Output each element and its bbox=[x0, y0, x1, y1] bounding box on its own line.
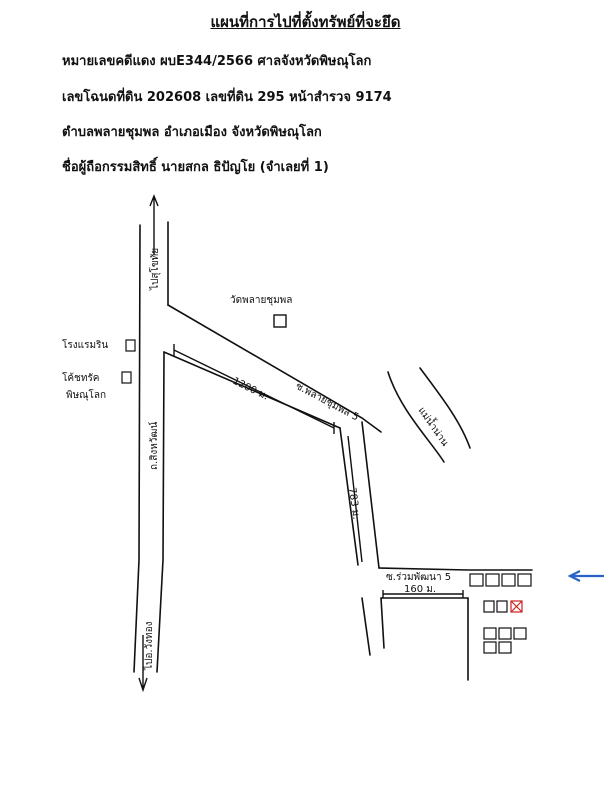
main-road-label: ถ.สิงหวัฒน์ bbox=[149, 421, 160, 470]
north-arrow-icon bbox=[150, 196, 158, 255]
temple-label: วัดพลายชุมพล bbox=[230, 295, 293, 306]
sub-alley-label: ซ.ร่วมพัฒนา 5 bbox=[386, 572, 452, 583]
main-road-left-edge bbox=[134, 225, 140, 672]
to-south-label: ไปอ.วังทอง bbox=[144, 621, 155, 670]
house-icon bbox=[486, 574, 499, 586]
property-marker-arrow-icon bbox=[570, 571, 604, 581]
landmark-2-label: โค้ชทรัค bbox=[62, 373, 100, 384]
distance-1-label: 1200 ม. bbox=[230, 375, 271, 403]
distance-2-label: 783 ม. bbox=[346, 486, 362, 521]
house-icon bbox=[514, 628, 526, 639]
house-icon bbox=[497, 601, 507, 612]
secondary-road-left-edge bbox=[340, 428, 370, 655]
house-icon bbox=[484, 628, 496, 639]
secondary-road-right-edge bbox=[362, 422, 384, 648]
river-label: แม่น้ำน่าน bbox=[415, 405, 451, 449]
temple-icon bbox=[274, 315, 286, 327]
house-icon bbox=[484, 601, 494, 612]
house-icon bbox=[470, 574, 483, 586]
target-property-cross bbox=[511, 601, 522, 612]
to-north-label: ไปสุโขทัย bbox=[150, 247, 161, 290]
river-left-bank bbox=[388, 372, 444, 462]
page-title: แผนที่การไปที่ตั้งทรัพย์ที่จะยึด bbox=[210, 13, 401, 31]
landmark-1-label: โรงแรมริน bbox=[62, 340, 109, 351]
house-icon bbox=[484, 642, 496, 653]
house-icon bbox=[499, 628, 511, 639]
landmark-2b-label: พิษณุโลก bbox=[66, 390, 107, 401]
landmark-1-icon bbox=[126, 340, 135, 351]
case-number-line: หมายเลขคดีแดง ผบE344/2566 ศาลจังหวัดพิษณุโลก bbox=[62, 54, 372, 69]
house-icon bbox=[518, 574, 531, 586]
owner-line: ชื่อผู้ถือกรรมสิทธิ์ นายสกล ธิปัญโย (จำเลยที่ 1) bbox=[62, 160, 329, 175]
sub-alley-top-edge bbox=[379, 568, 532, 570]
location-line: ตำบลพลายชุมพล อำเภอเมือง จังหวัดพิษณุโลก bbox=[62, 125, 322, 140]
distance-3-label: 160 ม. bbox=[404, 584, 437, 595]
house-icon bbox=[499, 642, 511, 653]
house-icon bbox=[502, 574, 515, 586]
landmark-2-icon bbox=[122, 372, 131, 383]
sub-alley-bottom-edge bbox=[381, 598, 468, 680]
deed-line: เลขโฉนดที่ดิน 202608 เลขที่ดิน 295 หน้าสำรวจ 9174 bbox=[62, 90, 392, 105]
alley-label: ซ.พลายชุมพล 5 bbox=[293, 380, 361, 424]
